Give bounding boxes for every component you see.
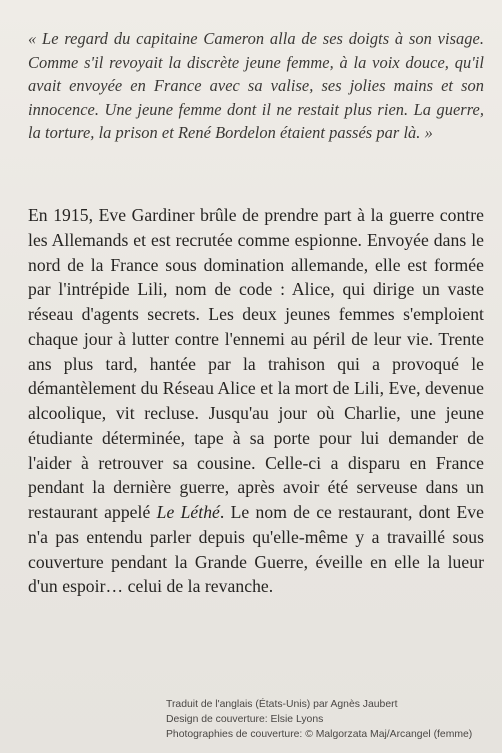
translation-credit: Traduit de l'anglais (États-Unis) par Agnès Jaubert — [166, 699, 398, 710]
cover-photos-credit: Photographies de couverture: © Malgorzata Maj/Arcangel (femme) — [166, 729, 473, 740]
summary-text-before: En 1915, Eve Gardiner brûle de prendre part à la guerre contre les Allemands et est recrutée comme espionne. Envoyée dans le nord de la France sous domination allemande, elle est formée par l'intrépide Lili, nom de code : Alice, qui dirige un vaste réseau d'agents secrets. Les deux jeunes femmes s'emploient chaque jour à lutter contre l'ennemi au péril de leur vie. Trente ans plus tard, hantée par la trahison qui a provoqué le démantèlement du Réseau Alice et la mort de Lili, Eve, devenue alcoolique, vit recluse. Jusqu'au jour où Charlie, une jeune étudiante déterminée, tape à sa porte pour lui demander de l'aider à retrouver sa cousine. Celle-ci a disparu en France pendant la dernière guerre, après avoir été serveuse dans un restaurant appelé — [28, 205, 484, 522]
summary-paragraph — [28, 203, 484, 599]
cover-design-credit: Design de couverture: Elsie Lyons — [166, 714, 324, 725]
summary-text-after: . Le nom de ce restaurant, dont Eve n'a pas entendu parler depuis qu'elle-même y a travaillé sous couverture pendant la Grande Guerre, éveille en elle la lueur d'un espoir… celui de la revanche. — [28, 502, 485, 597]
pull-quote: « Le regard du capitaine Cameron alla de ses doigts à son visage. Comme s'il revoyait la discrète jeune femme, à la voix douce, qu'il avait envoyée en France avec sa valise, ses jolies mains et son innocence. Une jeune femme dont il ne restait plus rien. La guerre, la torture, la prison et René Bordelon étaient passés par là. » — [28, 29, 484, 143]
restaurant-name: Le Léthé — [156, 502, 220, 522]
credits-block — [166, 697, 496, 742]
